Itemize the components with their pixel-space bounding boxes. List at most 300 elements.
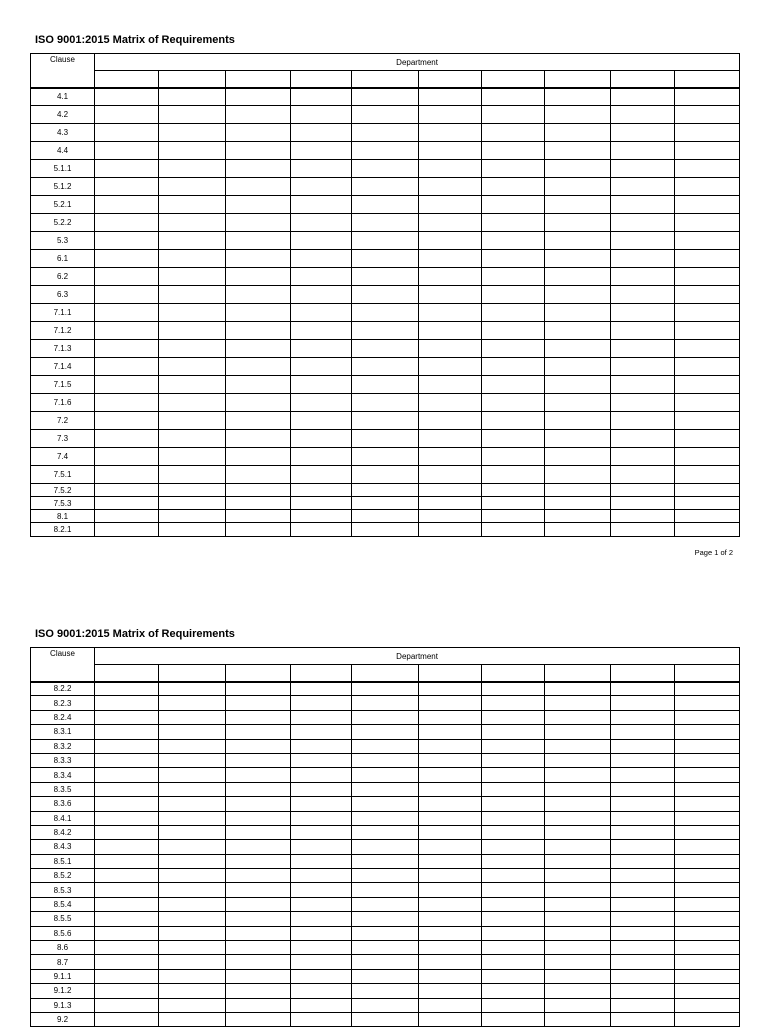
requirement-cell[interactable] [159, 430, 226, 448]
requirement-cell[interactable] [419, 466, 482, 484]
requirement-cell[interactable] [611, 782, 675, 796]
requirement-cell[interactable] [482, 232, 545, 250]
requirement-cell[interactable] [419, 430, 482, 448]
requirement-cell[interactable] [95, 304, 159, 322]
requirement-cell[interactable] [545, 768, 611, 782]
requirement-cell[interactable] [482, 782, 545, 796]
requirement-cell[interactable] [291, 412, 352, 430]
requirement-cell[interactable] [482, 376, 545, 394]
requirement-cell[interactable] [226, 912, 291, 926]
requirement-cell[interactable] [419, 160, 482, 178]
requirement-cell[interactable] [545, 448, 611, 466]
requirement-cell[interactable] [675, 142, 740, 160]
requirement-cell[interactable] [226, 782, 291, 796]
requirement-cell[interactable] [611, 268, 675, 286]
requirement-cell[interactable] [291, 340, 352, 358]
requirement-cell[interactable] [419, 739, 482, 753]
requirement-cell[interactable] [675, 484, 740, 497]
requirement-cell[interactable] [291, 394, 352, 412]
requirement-cell[interactable] [419, 523, 482, 537]
requirement-cell[interactable] [95, 984, 159, 998]
requirement-cell[interactable] [482, 178, 545, 196]
requirement-cell[interactable] [611, 448, 675, 466]
requirement-cell[interactable] [95, 106, 159, 124]
requirement-cell[interactable] [95, 466, 159, 484]
requirement-cell[interactable] [226, 840, 291, 854]
requirement-cell[interactable] [159, 941, 226, 955]
requirement-cell[interactable] [291, 926, 352, 940]
department-cell[interactable] [419, 71, 482, 88]
requirement-cell[interactable] [545, 782, 611, 796]
department-cell[interactable] [675, 665, 740, 682]
requirement-cell[interactable] [611, 1012, 675, 1026]
requirement-cell[interactable] [545, 941, 611, 955]
requirement-cell[interactable] [545, 322, 611, 340]
requirement-cell[interactable] [419, 322, 482, 340]
requirement-cell[interactable] [95, 88, 159, 106]
requirement-cell[interactable] [352, 142, 419, 160]
requirement-cell[interactable] [291, 160, 352, 178]
requirement-cell[interactable] [291, 955, 352, 969]
requirement-cell[interactable] [352, 840, 419, 854]
requirement-cell[interactable] [675, 854, 740, 868]
requirement-cell[interactable] [352, 358, 419, 376]
requirement-cell[interactable] [95, 214, 159, 232]
requirement-cell[interactable] [291, 322, 352, 340]
requirement-cell[interactable] [291, 710, 352, 724]
requirement-cell[interactable] [159, 854, 226, 868]
requirement-cell[interactable] [419, 869, 482, 883]
requirement-cell[interactable] [545, 376, 611, 394]
requirement-cell[interactable] [419, 196, 482, 214]
requirement-cell[interactable] [95, 448, 159, 466]
requirement-cell[interactable] [95, 897, 159, 911]
requirement-cell[interactable] [482, 825, 545, 839]
requirement-cell[interactable] [545, 854, 611, 868]
requirement-cell[interactable] [675, 160, 740, 178]
requirement-cell[interactable] [545, 523, 611, 537]
requirement-cell[interactable] [291, 782, 352, 796]
requirement-cell[interactable] [611, 840, 675, 854]
requirement-cell[interactable] [482, 412, 545, 430]
requirement-cell[interactable] [159, 897, 226, 911]
requirement-cell[interactable] [419, 394, 482, 412]
requirement-cell[interactable] [159, 510, 226, 523]
requirement-cell[interactable] [352, 782, 419, 796]
requirement-cell[interactable] [291, 268, 352, 286]
requirement-cell[interactable] [675, 1012, 740, 1026]
requirement-cell[interactable] [95, 196, 159, 214]
requirement-cell[interactable] [159, 214, 226, 232]
requirement-cell[interactable] [159, 250, 226, 268]
requirement-cell[interactable] [352, 825, 419, 839]
requirement-cell[interactable] [419, 178, 482, 196]
requirement-cell[interactable] [482, 840, 545, 854]
requirement-cell[interactable] [611, 969, 675, 983]
requirement-cell[interactable] [159, 869, 226, 883]
requirement-cell[interactable] [545, 753, 611, 767]
department-cell[interactable] [352, 665, 419, 682]
requirement-cell[interactable] [482, 466, 545, 484]
requirement-cell[interactable] [482, 897, 545, 911]
requirement-cell[interactable] [95, 484, 159, 497]
requirement-cell[interactable] [675, 250, 740, 268]
requirement-cell[interactable] [291, 304, 352, 322]
requirement-cell[interactable] [291, 448, 352, 466]
requirement-cell[interactable] [95, 430, 159, 448]
requirement-cell[interactable] [545, 142, 611, 160]
requirement-cell[interactable] [419, 88, 482, 106]
requirement-cell[interactable] [291, 682, 352, 696]
requirement-cell[interactable] [352, 394, 419, 412]
requirement-cell[interactable] [291, 430, 352, 448]
requirement-cell[interactable] [159, 412, 226, 430]
requirement-cell[interactable] [611, 160, 675, 178]
requirement-cell[interactable] [226, 322, 291, 340]
requirement-cell[interactable] [352, 88, 419, 106]
requirement-cell[interactable] [352, 376, 419, 394]
requirement-cell[interactable] [611, 941, 675, 955]
requirement-cell[interactable] [291, 376, 352, 394]
requirement-cell[interactable] [159, 106, 226, 124]
requirement-cell[interactable] [95, 376, 159, 394]
requirement-cell[interactable] [611, 214, 675, 232]
requirement-cell[interactable] [291, 196, 352, 214]
requirement-cell[interactable] [95, 412, 159, 430]
requirement-cell[interactable] [352, 998, 419, 1012]
requirement-cell[interactable] [419, 286, 482, 304]
requirement-cell[interactable] [675, 969, 740, 983]
requirement-cell[interactable] [675, 883, 740, 897]
requirement-cell[interactable] [611, 811, 675, 825]
requirement-cell[interactable] [159, 88, 226, 106]
requirement-cell[interactable] [482, 926, 545, 940]
requirement-cell[interactable] [482, 106, 545, 124]
requirement-cell[interactable] [159, 782, 226, 796]
requirement-cell[interactable] [159, 448, 226, 466]
requirement-cell[interactable] [611, 340, 675, 358]
requirement-cell[interactable] [419, 232, 482, 250]
requirement-cell[interactable] [291, 523, 352, 537]
requirement-cell[interactable] [291, 969, 352, 983]
requirement-cell[interactable] [482, 497, 545, 510]
requirement-cell[interactable] [611, 304, 675, 322]
requirement-cell[interactable] [675, 897, 740, 911]
department-cell[interactable] [675, 71, 740, 88]
requirement-cell[interactable] [95, 696, 159, 710]
requirement-cell[interactable] [675, 696, 740, 710]
requirement-cell[interactable] [226, 869, 291, 883]
requirement-cell[interactable] [226, 88, 291, 106]
requirement-cell[interactable] [482, 969, 545, 983]
requirement-cell[interactable] [226, 682, 291, 696]
requirement-cell[interactable] [675, 523, 740, 537]
requirement-cell[interactable] [482, 739, 545, 753]
requirement-cell[interactable] [95, 969, 159, 983]
requirement-cell[interactable] [482, 984, 545, 998]
requirement-cell[interactable] [675, 753, 740, 767]
requirement-cell[interactable] [159, 394, 226, 412]
requirement-cell[interactable] [482, 998, 545, 1012]
requirement-cell[interactable] [675, 196, 740, 214]
requirement-cell[interactable] [95, 725, 159, 739]
requirement-cell[interactable] [95, 497, 159, 510]
requirement-cell[interactable] [419, 340, 482, 358]
requirement-cell[interactable] [226, 340, 291, 358]
requirement-cell[interactable] [419, 682, 482, 696]
requirement-cell[interactable] [675, 466, 740, 484]
requirement-cell[interactable] [226, 696, 291, 710]
department-cell[interactable] [482, 665, 545, 682]
requirement-cell[interactable] [611, 412, 675, 430]
requirement-cell[interactable] [545, 497, 611, 510]
requirement-cell[interactable] [226, 304, 291, 322]
requirement-cell[interactable] [352, 160, 419, 178]
requirement-cell[interactable] [95, 232, 159, 250]
requirement-cell[interactable] [226, 739, 291, 753]
requirement-cell[interactable] [545, 1012, 611, 1026]
requirement-cell[interactable] [159, 768, 226, 782]
requirement-cell[interactable] [545, 840, 611, 854]
requirement-cell[interactable] [352, 926, 419, 940]
requirement-cell[interactable] [291, 142, 352, 160]
department-cell[interactable] [95, 71, 159, 88]
requirement-cell[interactable] [482, 725, 545, 739]
requirement-cell[interactable] [159, 753, 226, 767]
requirement-cell[interactable] [226, 497, 291, 510]
requirement-cell[interactable] [611, 358, 675, 376]
requirement-cell[interactable] [95, 358, 159, 376]
requirement-cell[interactable] [226, 448, 291, 466]
department-cell[interactable] [159, 71, 226, 88]
requirement-cell[interactable] [545, 710, 611, 724]
requirement-cell[interactable] [545, 214, 611, 232]
requirement-cell[interactable] [352, 739, 419, 753]
requirement-cell[interactable] [482, 196, 545, 214]
requirement-cell[interactable] [545, 739, 611, 753]
requirement-cell[interactable] [419, 811, 482, 825]
department-cell[interactable] [291, 71, 352, 88]
requirement-cell[interactable] [419, 710, 482, 724]
requirement-cell[interactable] [419, 1012, 482, 1026]
requirement-cell[interactable] [352, 523, 419, 537]
requirement-cell[interactable] [291, 286, 352, 304]
requirement-cell[interactable] [291, 250, 352, 268]
requirement-cell[interactable] [611, 897, 675, 911]
requirement-cell[interactable] [545, 358, 611, 376]
requirement-cell[interactable] [226, 232, 291, 250]
requirement-cell[interactable] [611, 322, 675, 340]
requirement-cell[interactable] [611, 768, 675, 782]
requirement-cell[interactable] [226, 725, 291, 739]
requirement-cell[interactable] [611, 739, 675, 753]
requirement-cell[interactable] [482, 510, 545, 523]
requirement-cell[interactable] [226, 412, 291, 430]
requirement-cell[interactable] [545, 984, 611, 998]
requirement-cell[interactable] [545, 998, 611, 1012]
requirement-cell[interactable] [611, 753, 675, 767]
requirement-cell[interactable] [159, 497, 226, 510]
requirement-cell[interactable] [545, 250, 611, 268]
requirement-cell[interactable] [352, 304, 419, 322]
requirement-cell[interactable] [159, 376, 226, 394]
requirement-cell[interactable] [226, 376, 291, 394]
requirement-cell[interactable] [159, 955, 226, 969]
requirement-cell[interactable] [545, 682, 611, 696]
requirement-cell[interactable] [95, 510, 159, 523]
requirement-cell[interactable] [159, 340, 226, 358]
requirement-cell[interactable] [226, 484, 291, 497]
requirement-cell[interactable] [352, 984, 419, 998]
requirement-cell[interactable] [675, 510, 740, 523]
requirement-cell[interactable] [95, 912, 159, 926]
requirement-cell[interactable] [545, 124, 611, 142]
requirement-cell[interactable] [226, 710, 291, 724]
requirement-cell[interactable] [419, 725, 482, 739]
requirement-cell[interactable] [95, 854, 159, 868]
requirement-cell[interactable] [611, 912, 675, 926]
requirement-cell[interactable] [611, 955, 675, 969]
requirement-cell[interactable] [352, 268, 419, 286]
department-cell[interactable] [611, 665, 675, 682]
requirement-cell[interactable] [226, 825, 291, 839]
requirement-cell[interactable] [482, 340, 545, 358]
requirement-cell[interactable] [482, 710, 545, 724]
requirement-cell[interactable] [95, 340, 159, 358]
requirement-cell[interactable] [675, 682, 740, 696]
requirement-cell[interactable] [159, 268, 226, 286]
requirement-cell[interactable] [291, 840, 352, 854]
requirement-cell[interactable] [419, 214, 482, 232]
requirement-cell[interactable] [419, 926, 482, 940]
requirement-cell[interactable] [675, 322, 740, 340]
requirement-cell[interactable] [482, 358, 545, 376]
requirement-cell[interactable] [159, 710, 226, 724]
requirement-cell[interactable] [95, 523, 159, 537]
requirement-cell[interactable] [159, 969, 226, 983]
requirement-cell[interactable] [95, 883, 159, 897]
requirement-cell[interactable] [159, 232, 226, 250]
requirement-cell[interactable] [482, 214, 545, 232]
department-cell[interactable] [159, 665, 226, 682]
requirement-cell[interactable] [419, 984, 482, 998]
requirement-cell[interactable] [545, 106, 611, 124]
requirement-cell[interactable] [611, 106, 675, 124]
requirement-cell[interactable] [675, 376, 740, 394]
requirement-cell[interactable] [352, 912, 419, 926]
requirement-cell[interactable] [611, 797, 675, 811]
requirement-cell[interactable] [95, 768, 159, 782]
requirement-cell[interactable] [291, 739, 352, 753]
requirement-cell[interactable] [226, 941, 291, 955]
requirement-cell[interactable] [545, 304, 611, 322]
requirement-cell[interactable] [675, 782, 740, 796]
department-cell[interactable] [482, 71, 545, 88]
requirement-cell[interactable] [675, 304, 740, 322]
requirement-cell[interactable] [352, 941, 419, 955]
requirement-cell[interactable] [419, 753, 482, 767]
requirement-cell[interactable] [291, 466, 352, 484]
requirement-cell[interactable] [611, 998, 675, 1012]
requirement-cell[interactable] [482, 304, 545, 322]
requirement-cell[interactable] [159, 196, 226, 214]
requirement-cell[interactable] [226, 926, 291, 940]
requirement-cell[interactable] [675, 941, 740, 955]
requirement-cell[interactable] [482, 322, 545, 340]
requirement-cell[interactable] [159, 696, 226, 710]
requirement-cell[interactable] [226, 523, 291, 537]
requirement-cell[interactable] [226, 250, 291, 268]
requirement-cell[interactable] [226, 268, 291, 286]
requirement-cell[interactable] [611, 466, 675, 484]
requirement-cell[interactable] [352, 883, 419, 897]
requirement-cell[interactable] [675, 106, 740, 124]
requirement-cell[interactable] [419, 510, 482, 523]
requirement-cell[interactable] [352, 811, 419, 825]
requirement-cell[interactable] [352, 466, 419, 484]
requirement-cell[interactable] [545, 484, 611, 497]
requirement-cell[interactable] [95, 926, 159, 940]
requirement-cell[interactable] [159, 926, 226, 940]
requirement-cell[interactable] [352, 484, 419, 497]
requirement-cell[interactable] [419, 797, 482, 811]
requirement-cell[interactable] [611, 682, 675, 696]
requirement-cell[interactable] [419, 106, 482, 124]
requirement-cell[interactable] [419, 768, 482, 782]
requirement-cell[interactable] [226, 510, 291, 523]
requirement-cell[interactable] [675, 286, 740, 304]
requirement-cell[interactable] [291, 897, 352, 911]
requirement-cell[interactable] [482, 124, 545, 142]
requirement-cell[interactable] [291, 88, 352, 106]
requirement-cell[interactable] [226, 466, 291, 484]
requirement-cell[interactable] [611, 124, 675, 142]
requirement-cell[interactable] [611, 484, 675, 497]
requirement-cell[interactable] [95, 250, 159, 268]
requirement-cell[interactable] [545, 510, 611, 523]
requirement-cell[interactable] [611, 725, 675, 739]
requirement-cell[interactable] [419, 941, 482, 955]
requirement-cell[interactable] [159, 1012, 226, 1026]
requirement-cell[interactable] [291, 214, 352, 232]
requirement-cell[interactable] [226, 196, 291, 214]
requirement-cell[interactable] [545, 196, 611, 214]
requirement-cell[interactable] [675, 358, 740, 376]
requirement-cell[interactable] [419, 497, 482, 510]
requirement-cell[interactable] [95, 160, 159, 178]
requirement-cell[interactable] [482, 696, 545, 710]
requirement-cell[interactable] [352, 897, 419, 911]
requirement-cell[interactable] [419, 412, 482, 430]
requirement-cell[interactable] [95, 840, 159, 854]
requirement-cell[interactable] [352, 955, 419, 969]
requirement-cell[interactable] [291, 510, 352, 523]
requirement-cell[interactable] [482, 854, 545, 868]
requirement-cell[interactable] [419, 825, 482, 839]
requirement-cell[interactable] [675, 430, 740, 448]
requirement-cell[interactable] [545, 430, 611, 448]
requirement-cell[interactable] [675, 797, 740, 811]
requirement-cell[interactable] [291, 883, 352, 897]
requirement-cell[interactable] [95, 394, 159, 412]
requirement-cell[interactable] [419, 998, 482, 1012]
requirement-cell[interactable] [611, 196, 675, 214]
requirement-cell[interactable] [95, 286, 159, 304]
requirement-cell[interactable] [482, 286, 545, 304]
requirement-cell[interactable] [611, 376, 675, 394]
requirement-cell[interactable] [482, 88, 545, 106]
requirement-cell[interactable] [611, 710, 675, 724]
